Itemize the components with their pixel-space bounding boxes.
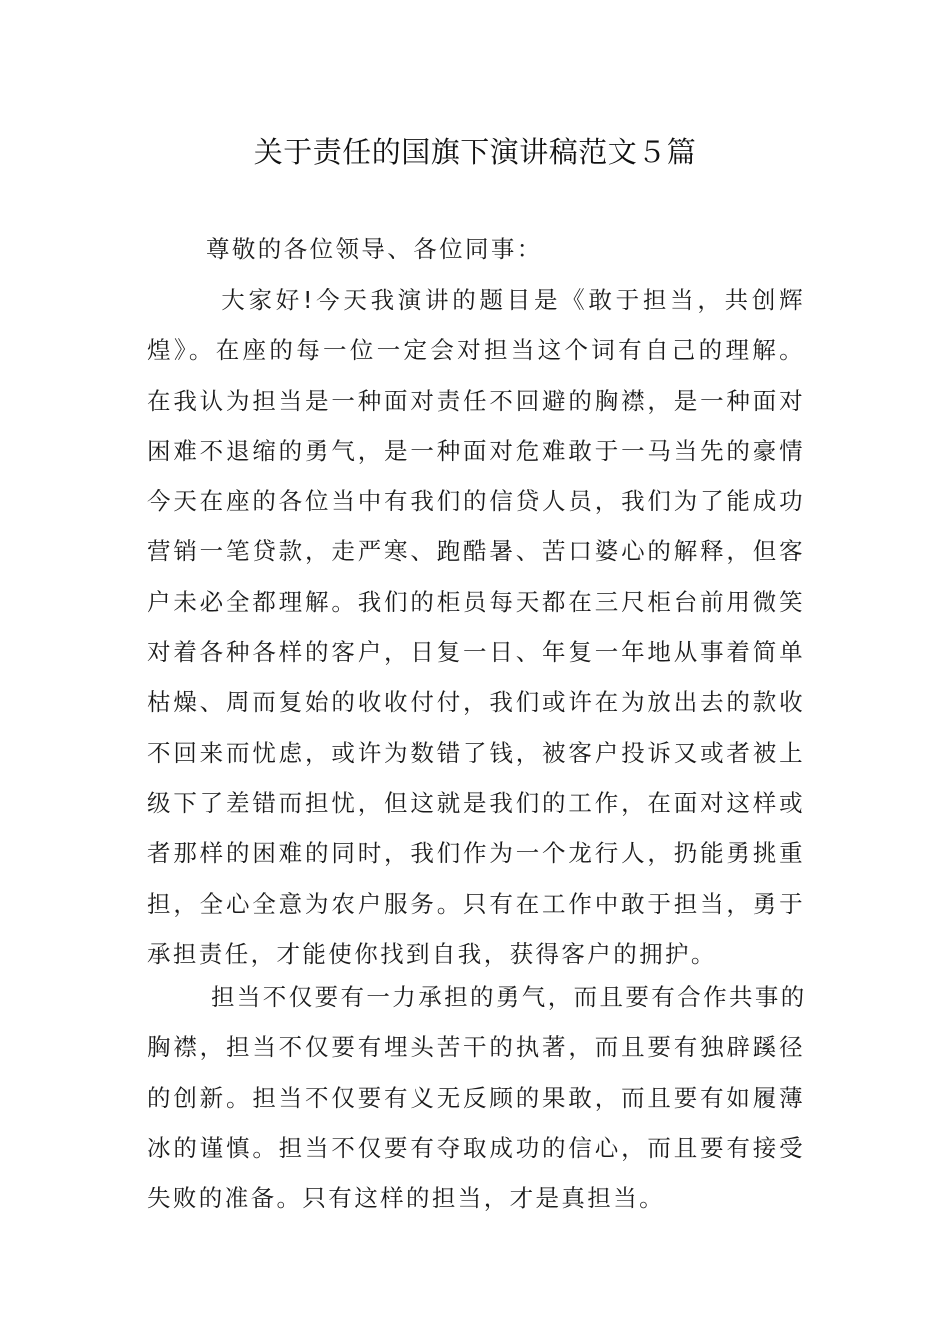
paragraph-1 (147, 275, 805, 979)
paragraph-line: 困难不退缩的勇气，是一种面对危难敢于一马当先的豪情 (147, 436, 805, 465)
paragraph-line: 对着各种各样的客户，日复一日、年复一年地从事着简单 (147, 638, 805, 667)
greeting-line: 尊敬的各位领导、各位同事： (206, 235, 543, 263)
paragraph-line: 级下了差错而担忧，但这就是我们的工作，在面对这样或 (147, 788, 805, 817)
paragraph-line: 者那样的困难的同时，我们作为一个龙行人，扔能勇挑重 (147, 839, 805, 868)
paragraph-line: 担当不仅要有一力承担的勇气，而且要有合作共事的 (211, 983, 807, 1011)
paragraph-line: 户未必全都理解。我们的柜员每天都在三尺柜台前用微笑 (147, 587, 805, 616)
paragraph-line: 失败的准备。只有这样的担当，才是真担当。 (147, 1184, 665, 1213)
paragraph-line: 大家好!今天我演讲的题目是《敢于担当，共创辉 (194, 286, 805, 314)
paragraph-line: 在我认为担当是一种面对责任不回避的胸襟，是一种面对 (147, 386, 805, 415)
paragraph-line: 枯燥、周而复始的收收付付，我们或许在为放出去的款收 (147, 688, 805, 717)
paragraph-line: 冰的谨慎。担当不仅要有夺取成功的信心，而且要有接受 (147, 1133, 805, 1162)
paragraph-line: 担，全心全意为农户服务。只有在工作中敢于担当，勇于 (147, 889, 805, 918)
greeting (147, 224, 805, 274)
paragraph-line: 营销一笔贷款，走严寒、跑酷暑、苦口婆心的解释，但客 (147, 537, 805, 566)
paragraph-line: 今天在座的各位当中有我们的信贷人员，我们为了能成功 (147, 487, 805, 516)
paragraph-line: 不回来而忧虑，或许为数错了钱，被客户投诉又或者被上 (147, 738, 805, 767)
paragraph-2 (147, 972, 805, 1223)
paragraph-line: 承担责任，才能使你找到自我，获得客户的拥护。 (147, 939, 717, 968)
paragraph-line: 胸襟，担当不仅要有埋头苦干的执著，而且要有独辟蹊径 (147, 1033, 805, 1062)
paragraph-line: 煌》。在座的每一位一定会对担当这个词有自己的理解。 (147, 336, 805, 365)
paragraph-line: 的创新。担当不仅要有义无反顾的果敢，而且要有如履薄 (147, 1083, 805, 1112)
document-title: 关于责任的国旗下演讲稿范文５篇 (253, 135, 697, 169)
